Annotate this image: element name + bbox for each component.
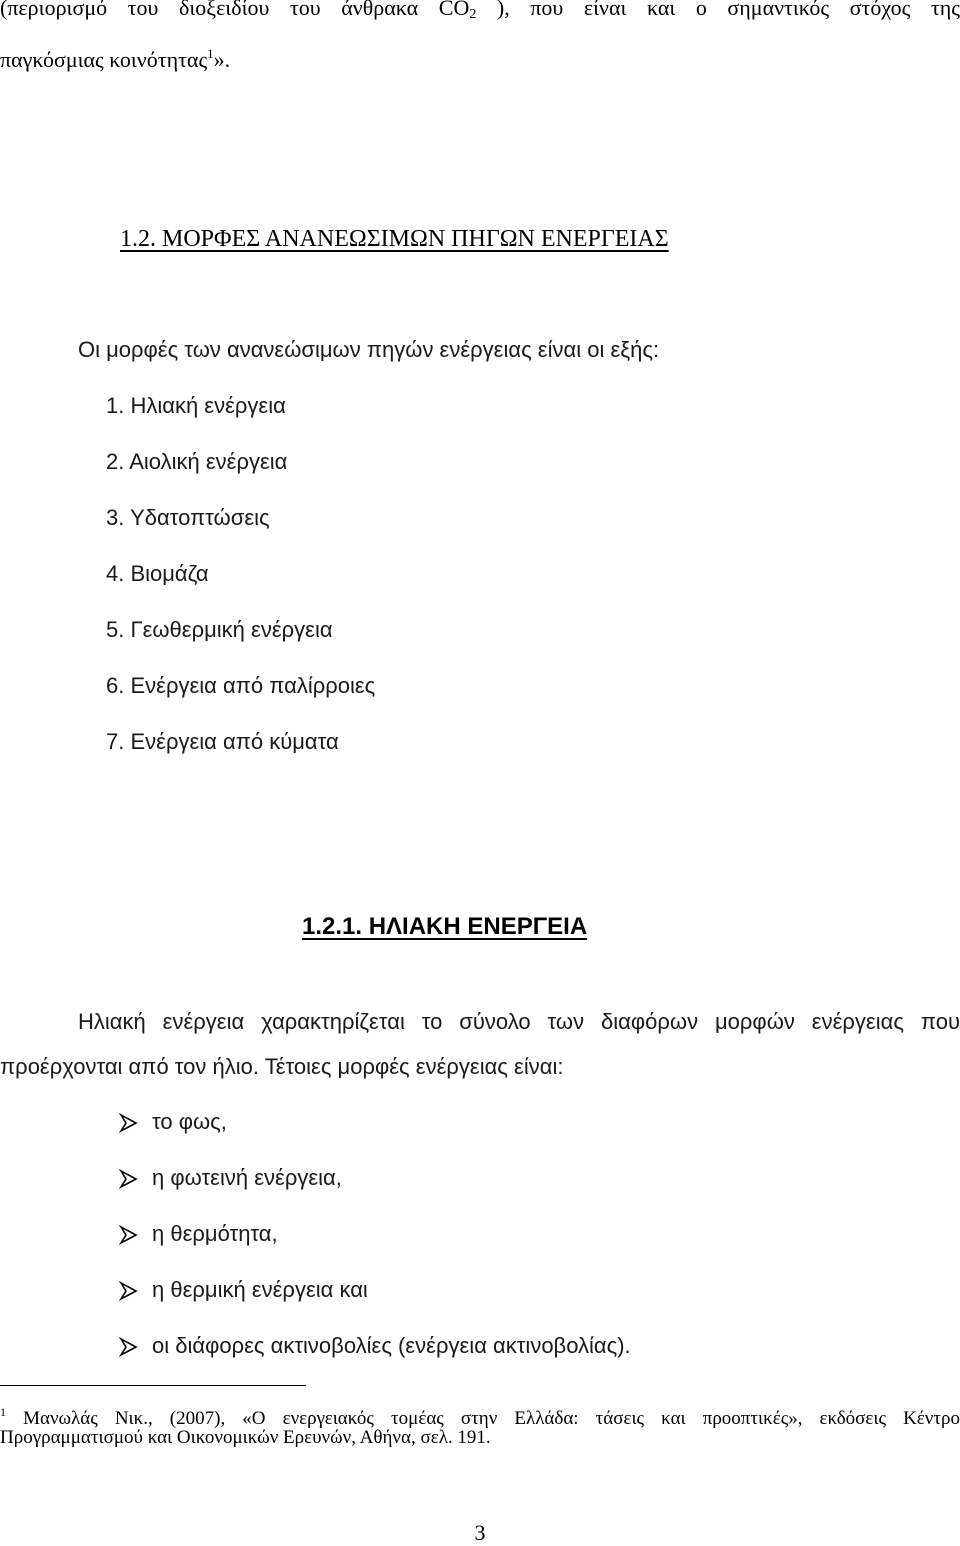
footnote-separator xyxy=(0,1385,306,1386)
bullet-item: η θερμική ενέργεια και xyxy=(152,1277,368,1302)
intro-line-1 xyxy=(0,0,960,29)
list-item: 1. Ηλιακή ενέργεια xyxy=(106,393,286,418)
footnote-ref: 1 xyxy=(207,46,214,61)
section-heading: 1.2. ΜΟΡΦΕΣ ΑΝΑΝΕΩΣΙΜΩΝ ΠΗΓΩΝ ΕΝΕΡΓΕΙΑΣ xyxy=(120,226,669,252)
arrowhead-bullet-icon xyxy=(118,1281,138,1301)
intro-line1-before: (περιορισμό του διοξειδίου του άνθρακα CO xyxy=(0,0,470,20)
arrowhead-bullet-icon xyxy=(118,1113,138,1133)
paragraph-line-1-text: Ηλιακή ενέργεια χαρακτηρίζεται το σύνολο των διαφόρων μορφών ενέργειας που xyxy=(78,1009,960,1034)
intro-line1-after: ), που είναι και ο σημαντικός στόχος της xyxy=(476,0,960,20)
list-item: 5. Γεωθερμική ενέργεια xyxy=(106,617,333,642)
bullet-item: το φως, xyxy=(152,1109,227,1134)
intro-line2-before: παγκόσμιας κοινότητας xyxy=(0,47,208,72)
section-lead: Οι μορφές των ανανεώσιμων πηγών ενέργειας είναι οι εξής: xyxy=(78,337,660,362)
list-item: 7. Ενέργεια από κύματα xyxy=(106,729,339,754)
footnote-marker: 1 xyxy=(0,1405,6,1419)
paragraph-line-2: προέρχονται από τον ήλιο. Τέτοιες μορφές ενέργειας είναι: xyxy=(0,1054,564,1079)
bullet-item: η θερμότητα, xyxy=(152,1221,278,1246)
list-item: 2. Αιολική ενέργεια xyxy=(106,449,288,474)
arrowhead-bullet-icon xyxy=(118,1337,138,1357)
paragraph-line-1 xyxy=(78,1008,960,1036)
page-number: 3 xyxy=(474,1520,486,1545)
footnote-line-2: Προγραμματισμού και Οικονομικών Ερευνών, Αθήνα, σελ. 191. xyxy=(0,1427,491,1448)
subsection-heading: 1.2.1. ΗΛΙΑΚΗ ΕΝΕΡΓΕΙΑ xyxy=(302,913,588,940)
co2-subscript: 2 xyxy=(469,7,477,22)
intro-line2-after: ». xyxy=(213,47,231,72)
bullet-item: οι διάφορες ακτινοβολίες (ενέργεια ακτινοβολίας). xyxy=(152,1333,631,1358)
list-item: 4. Βιομάζα xyxy=(106,561,209,586)
bullet-item: η φωτεινή ενέργεια, xyxy=(152,1165,342,1190)
intro-line-2 xyxy=(0,40,230,74)
arrowhead-bullet-icon xyxy=(118,1225,138,1245)
footnote-text-1: Μανωλάς Νικ., (2007), «Ο ενεργειακός τομέας στην Ελλάδα: τάσεις και προοπτικές», εκδόσεις Κέντρο xyxy=(23,1408,960,1429)
arrowhead-bullet-icon xyxy=(118,1169,138,1189)
list-item: 3. Υδατοπτώσεις xyxy=(106,505,270,530)
list-item: 6. Ενέργεια από παλίρροιες xyxy=(106,673,376,698)
